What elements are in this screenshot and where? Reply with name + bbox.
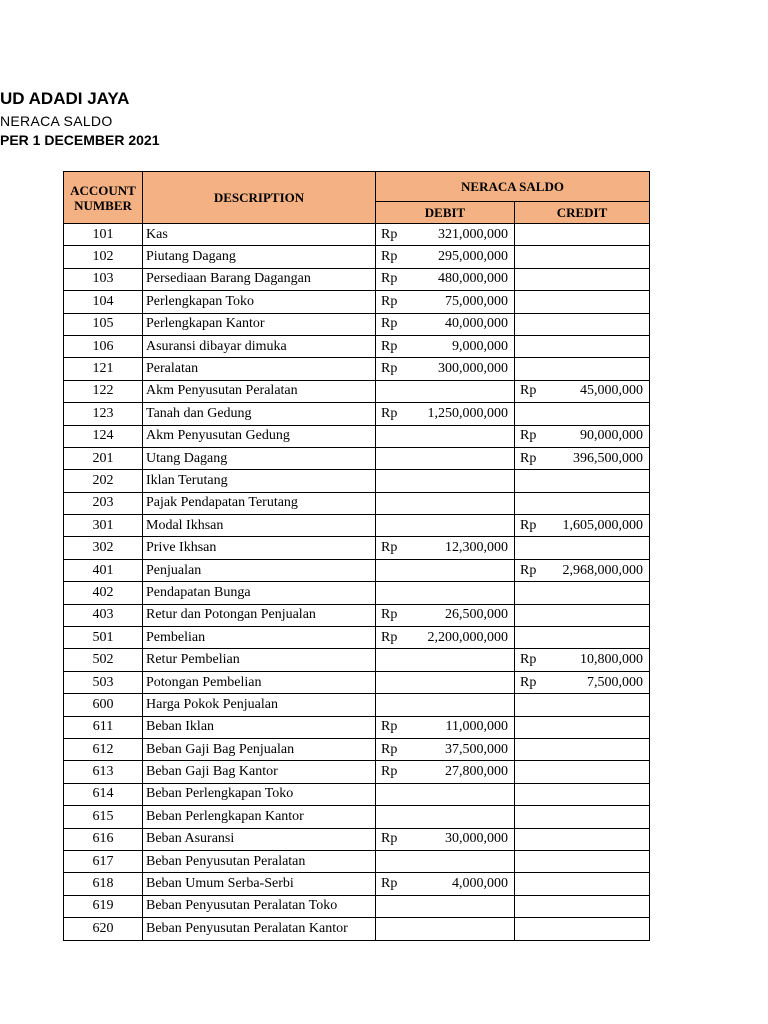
debit-amount: 27,800,000 bbox=[445, 764, 508, 780]
currency-label: Rp bbox=[520, 383, 537, 399]
credit-cell bbox=[515, 268, 650, 290]
credit-cell bbox=[515, 582, 650, 604]
account-number-cell: 201 bbox=[64, 447, 143, 469]
currency-label: Rp bbox=[381, 831, 398, 847]
debit-cell bbox=[376, 425, 515, 447]
debit-cell bbox=[376, 716, 515, 738]
account-number-cell: 102 bbox=[64, 246, 143, 268]
credit-cell bbox=[515, 806, 650, 828]
company-name: UD ADADI JAYA bbox=[0, 89, 130, 108]
credit-cell bbox=[515, 738, 650, 760]
account-number-cell: 104 bbox=[64, 291, 143, 313]
credit-cell bbox=[515, 224, 650, 246]
description-cell: Perlengkapan Kantor bbox=[143, 313, 376, 335]
credit-cell bbox=[515, 649, 650, 671]
table-row bbox=[64, 224, 650, 246]
account-number-cell: 619 bbox=[64, 895, 143, 917]
debit-cell bbox=[376, 649, 515, 671]
table-row bbox=[64, 268, 650, 290]
table-row bbox=[64, 447, 650, 469]
debit-amount: 75,000,000 bbox=[445, 293, 508, 309]
credit-cell bbox=[515, 335, 650, 357]
account-number-cell: 613 bbox=[64, 761, 143, 783]
description-cell: Piutang Dagang bbox=[143, 246, 376, 268]
debit-cell bbox=[376, 895, 515, 917]
account-number-cell: 501 bbox=[64, 627, 143, 649]
header-description: DESCRIPTION bbox=[143, 172, 376, 224]
credit-cell bbox=[515, 604, 650, 626]
description-cell: Pajak Pendapatan Terutang bbox=[143, 492, 376, 514]
debit-amount: 480,000,000 bbox=[438, 271, 508, 287]
debit-cell bbox=[376, 671, 515, 693]
credit-cell bbox=[515, 671, 650, 693]
table-row bbox=[64, 694, 650, 716]
table-row bbox=[64, 783, 650, 805]
table-row bbox=[64, 559, 650, 581]
table-row bbox=[64, 313, 650, 335]
account-number-cell: 103 bbox=[64, 268, 143, 290]
credit-cell bbox=[515, 447, 650, 469]
debit-amount: 2,200,000,000 bbox=[427, 629, 508, 645]
credit-cell bbox=[515, 694, 650, 716]
account-number-cell: 616 bbox=[64, 828, 143, 850]
currency-label: Rp bbox=[381, 338, 398, 354]
account-number-cell: 302 bbox=[64, 537, 143, 559]
table-row bbox=[64, 380, 650, 402]
table-row bbox=[64, 246, 650, 268]
account-number-cell: 618 bbox=[64, 873, 143, 895]
description-cell: Beban Penyusutan Peralatan bbox=[143, 850, 376, 872]
credit-cell bbox=[515, 761, 650, 783]
debit-cell bbox=[376, 268, 515, 290]
account-number-cell: 124 bbox=[64, 425, 143, 447]
credit-cell bbox=[515, 492, 650, 514]
report-subtitle: NERACA SALDO bbox=[0, 113, 113, 129]
table-body bbox=[64, 224, 650, 941]
currency-label: Rp bbox=[381, 764, 398, 780]
credit-amount: 1,605,000,000 bbox=[562, 517, 643, 533]
currency-label: Rp bbox=[381, 741, 398, 757]
credit-amount: 90,000,000 bbox=[580, 428, 643, 444]
credit-cell bbox=[515, 850, 650, 872]
currency-label: Rp bbox=[381, 876, 398, 892]
credit-amount: 10,800,000 bbox=[580, 652, 643, 668]
account-number-cell: 202 bbox=[64, 470, 143, 492]
debit-cell bbox=[376, 291, 515, 313]
table-row bbox=[64, 873, 650, 895]
debit-amount: 40,000,000 bbox=[445, 316, 508, 332]
description-cell: Iklan Terutang bbox=[143, 470, 376, 492]
table-row bbox=[64, 828, 650, 850]
debit-cell bbox=[376, 403, 515, 425]
debit-cell bbox=[376, 380, 515, 402]
table-row bbox=[64, 806, 650, 828]
description-cell: Utang Dagang bbox=[143, 447, 376, 469]
debit-cell bbox=[376, 604, 515, 626]
debit-cell bbox=[376, 335, 515, 357]
account-number-cell: 600 bbox=[64, 694, 143, 716]
table-row bbox=[64, 918, 650, 940]
description-cell: Beban Gaji Bag Penjualan bbox=[143, 738, 376, 760]
debit-cell bbox=[376, 515, 515, 537]
currency-label: Rp bbox=[520, 450, 537, 466]
description-cell: Peralatan bbox=[143, 358, 376, 380]
trial-balance-table bbox=[63, 171, 650, 941]
description-cell: Harga Pokok Penjualan bbox=[143, 694, 376, 716]
credit-amount: 7,500,000 bbox=[587, 674, 643, 690]
debit-cell bbox=[376, 850, 515, 872]
description-cell: Beban Perlengkapan Toko bbox=[143, 783, 376, 805]
credit-cell bbox=[515, 537, 650, 559]
table-row bbox=[64, 738, 650, 760]
account-number-cell: 105 bbox=[64, 313, 143, 335]
credit-amount: 45,000,000 bbox=[580, 383, 643, 399]
description-cell: Tanah dan Gedung bbox=[143, 403, 376, 425]
credit-cell bbox=[515, 627, 650, 649]
debit-cell bbox=[376, 224, 515, 246]
debit-amount: 300,000,000 bbox=[438, 361, 508, 377]
credit-cell bbox=[515, 291, 650, 313]
debit-cell bbox=[376, 559, 515, 581]
debit-cell bbox=[376, 694, 515, 716]
credit-cell bbox=[515, 895, 650, 917]
debit-cell bbox=[376, 918, 515, 940]
credit-cell bbox=[515, 470, 650, 492]
account-number-cell: 611 bbox=[64, 716, 143, 738]
debit-cell bbox=[376, 627, 515, 649]
debit-cell bbox=[376, 873, 515, 895]
debit-cell bbox=[376, 738, 515, 760]
currency-label: Rp bbox=[381, 249, 398, 265]
debit-cell bbox=[376, 761, 515, 783]
table-row bbox=[64, 470, 650, 492]
description-cell: Beban Perlengkapan Kantor bbox=[143, 806, 376, 828]
account-number-cell: 617 bbox=[64, 850, 143, 872]
currency-label: Rp bbox=[520, 517, 537, 533]
debit-amount: 321,000,000 bbox=[438, 226, 508, 242]
currency-label: Rp bbox=[381, 405, 398, 421]
credit-cell bbox=[515, 918, 650, 940]
description-cell: Beban Umum Serba-Serbi bbox=[143, 873, 376, 895]
account-number-cell: 401 bbox=[64, 559, 143, 581]
description-cell: Penjualan bbox=[143, 559, 376, 581]
currency-label: Rp bbox=[381, 271, 398, 287]
description-cell: Pembelian bbox=[143, 627, 376, 649]
table-row bbox=[64, 627, 650, 649]
currency-label: Rp bbox=[520, 428, 537, 444]
debit-cell bbox=[376, 470, 515, 492]
currency-label: Rp bbox=[520, 674, 537, 690]
account-number-cell: 612 bbox=[64, 738, 143, 760]
description-cell: Retur Pembelian bbox=[143, 649, 376, 671]
debit-cell bbox=[376, 313, 515, 335]
description-cell: Prive Ikhsan bbox=[143, 537, 376, 559]
account-number-cell: 121 bbox=[64, 358, 143, 380]
debit-cell bbox=[376, 492, 515, 514]
table-row bbox=[64, 537, 650, 559]
debit-amount: 12,300,000 bbox=[445, 540, 508, 556]
debit-amount: 26,500,000 bbox=[445, 607, 508, 623]
table-row bbox=[64, 895, 650, 917]
debit-amount: 11,000,000 bbox=[445, 719, 508, 735]
description-cell: Persediaan Barang Dagangan bbox=[143, 268, 376, 290]
debit-amount: 9,000,000 bbox=[452, 338, 508, 354]
credit-cell bbox=[515, 783, 650, 805]
account-number-cell: 615 bbox=[64, 806, 143, 828]
account-number-cell: 101 bbox=[64, 224, 143, 246]
account-number-cell: 620 bbox=[64, 918, 143, 940]
account-number-cell: 403 bbox=[64, 604, 143, 626]
currency-label: Rp bbox=[381, 540, 398, 556]
credit-cell bbox=[515, 515, 650, 537]
header-account-number: ACCOUNT NUMBER bbox=[64, 172, 143, 224]
account-number-cell: 614 bbox=[64, 783, 143, 805]
credit-amount: 396,500,000 bbox=[573, 450, 643, 466]
account-number-cell: 503 bbox=[64, 671, 143, 693]
currency-label: Rp bbox=[381, 719, 398, 735]
debit-cell bbox=[376, 828, 515, 850]
table-row bbox=[64, 425, 650, 447]
table-row bbox=[64, 515, 650, 537]
account-number-cell: 502 bbox=[64, 649, 143, 671]
account-number-cell: 203 bbox=[64, 492, 143, 514]
description-cell: Modal Ikhsan bbox=[143, 515, 376, 537]
description-cell: Potongan Pembelian bbox=[143, 671, 376, 693]
description-cell: Beban Asuransi bbox=[143, 828, 376, 850]
account-number-cell: 402 bbox=[64, 582, 143, 604]
currency-label: Rp bbox=[381, 629, 398, 645]
description-cell: Akm Penyusutan Gedung bbox=[143, 425, 376, 447]
report-period: PER 1 DECEMBER 2021 bbox=[0, 132, 160, 148]
table-row bbox=[64, 649, 650, 671]
description-cell: Pendapatan Bunga bbox=[143, 582, 376, 604]
description-cell: Perlengkapan Toko bbox=[143, 291, 376, 313]
table-row bbox=[64, 716, 650, 738]
credit-cell bbox=[515, 246, 650, 268]
description-cell: Kas bbox=[143, 224, 376, 246]
credit-cell bbox=[515, 828, 650, 850]
debit-amount: 1,250,000,000 bbox=[427, 405, 508, 421]
debit-cell bbox=[376, 246, 515, 268]
table-row bbox=[64, 335, 650, 357]
currency-label: Rp bbox=[381, 293, 398, 309]
table-row bbox=[64, 761, 650, 783]
debit-cell bbox=[376, 783, 515, 805]
credit-cell bbox=[515, 559, 650, 581]
table-row bbox=[64, 403, 650, 425]
description-cell: Beban Penyusutan Peralatan Toko bbox=[143, 895, 376, 917]
currency-label: Rp bbox=[381, 316, 398, 332]
description-cell: Asuransi dibayar dimuka bbox=[143, 335, 376, 357]
account-number-cell: 106 bbox=[64, 335, 143, 357]
currency-label: Rp bbox=[520, 562, 537, 578]
account-number-cell: 301 bbox=[64, 515, 143, 537]
debit-amount: 37,500,000 bbox=[445, 741, 508, 757]
description-cell: Akm Penyusutan Peralatan bbox=[143, 380, 376, 402]
credit-cell bbox=[515, 380, 650, 402]
header-neraca-saldo: NERACA SALDO bbox=[376, 172, 650, 202]
credit-cell bbox=[515, 403, 650, 425]
debit-amount: 30,000,000 bbox=[445, 831, 508, 847]
table-row bbox=[64, 671, 650, 693]
credit-amount: 2,968,000,000 bbox=[562, 562, 643, 578]
account-number-cell: 122 bbox=[64, 380, 143, 402]
currency-label: Rp bbox=[381, 226, 398, 242]
debit-cell bbox=[376, 582, 515, 604]
description-cell: Beban Penyusutan Peralatan Kantor bbox=[143, 918, 376, 940]
header-credit: CREDIT bbox=[515, 202, 650, 224]
table-row bbox=[64, 358, 650, 380]
table-row bbox=[64, 291, 650, 313]
table-row bbox=[64, 850, 650, 872]
description-cell: Retur dan Potongan Penjualan bbox=[143, 604, 376, 626]
table-row bbox=[64, 582, 650, 604]
debit-amount: 295,000,000 bbox=[438, 249, 508, 265]
debit-cell bbox=[376, 806, 515, 828]
header-debit: DEBIT bbox=[376, 202, 515, 224]
currency-label: Rp bbox=[381, 607, 398, 623]
currency-label: Rp bbox=[520, 652, 537, 668]
description-cell: Beban Iklan bbox=[143, 716, 376, 738]
credit-cell bbox=[515, 716, 650, 738]
debit-cell bbox=[376, 537, 515, 559]
credit-cell bbox=[515, 358, 650, 380]
table-row bbox=[64, 492, 650, 514]
debit-amount: 4,000,000 bbox=[452, 876, 508, 892]
description-cell: Beban Gaji Bag Kantor bbox=[143, 761, 376, 783]
credit-cell bbox=[515, 425, 650, 447]
currency-label: Rp bbox=[381, 361, 398, 377]
credit-cell bbox=[515, 313, 650, 335]
table-row bbox=[64, 604, 650, 626]
credit-cell bbox=[515, 873, 650, 895]
debit-cell bbox=[376, 358, 515, 380]
debit-cell bbox=[376, 447, 515, 469]
account-number-cell: 123 bbox=[64, 403, 143, 425]
